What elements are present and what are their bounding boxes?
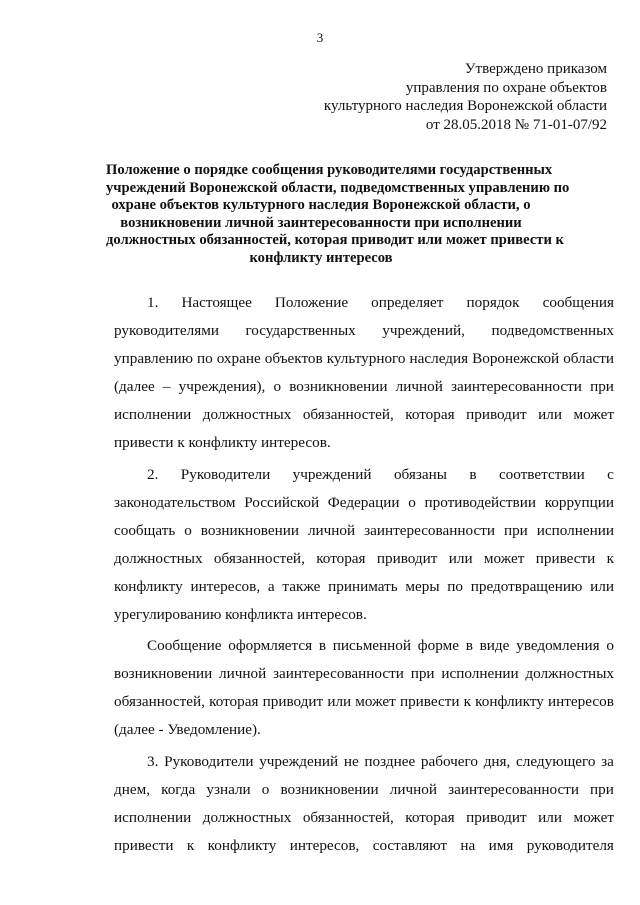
document-body [114, 289, 614, 860]
page-number: 3 [316, 30, 324, 45]
text-line: законодательством Российской Федерации о противодействии коррупции [114, 493, 614, 511]
text-line: привести к конфликту интересов. [114, 434, 331, 452]
text-line: исполнении должностных обязанностей, которая приводит или может [114, 406, 614, 424]
text-line: привести к конфликту интересов, составляют на имя руководителя [114, 836, 614, 854]
paragraph-4 [114, 748, 614, 860]
approval-line: Утверждено приказом [464, 61, 607, 77]
text-line: урегулированию конфликта интересов. [114, 606, 367, 624]
text-line: должностных обязанностей, которая приводит или может привести к [114, 549, 614, 567]
title-line: возникновении личной заинтересованности при исполнении [120, 214, 522, 231]
text-line: конфликту интересов, а также принимать меры по предотвращению или [114, 577, 614, 595]
text-line: днем, когда узнали о возникновении личной заинтересованности при [114, 780, 614, 798]
document-title [106, 162, 570, 267]
text-line: руководителями государственных учреждений, подведомственных [114, 322, 614, 340]
title-line: охране объектов культурного наследия Воронежской области, о [111, 197, 531, 213]
title-line: Положение о порядке сообщения руководителями государственных [106, 162, 553, 178]
title-line: учреждений Воронежской области, подведомственных управлению по [106, 179, 570, 196]
text-line: Сообщение оформляется в письменной форме в виде уведомления о [147, 637, 614, 655]
text-line: 3. Руководители учреждений не позднее рабочего дня, следующего за [147, 752, 614, 770]
title-line: должностных обязанностей, которая приводит или может привести к [106, 232, 564, 248]
text-line: сообщать о возникновении личной заинтересованности при исполнении [114, 521, 614, 539]
text-line: обязанностей, которая приводит или может привести к конфликту интересов [114, 693, 614, 711]
paragraph-2 [114, 461, 614, 630]
paragraph-3 [114, 632, 614, 744]
approval-line: культурного наследия Воронежской области [323, 98, 607, 114]
approval-line: от 28.05.2018 № 71-01-07/92 [425, 116, 607, 133]
text-line: (далее - Уведомление). [114, 721, 261, 739]
approval-block [267, 60, 607, 134]
text-line: 2. Руководители учреждений обязаны в соответствии с [147, 465, 614, 483]
text-line: 1. Настоящее Положение определяет порядок сообщения [147, 294, 614, 311]
paragraph-1 [114, 289, 614, 458]
text-line: возникновении личной заинтересованности при исполнении должностных [114, 665, 614, 683]
text-line: управлению по охране объектов культурного наследия Воронежской области [114, 350, 614, 368]
text-line: (далее – учреждения), о возникновении личной заинтересованности при [114, 378, 614, 396]
text-line: исполнении должностных обязанностей, которая приводит или может [114, 808, 614, 826]
approval-line: управления по охране объектов [405, 79, 607, 96]
title-line: конфликту интересов [249, 249, 393, 266]
